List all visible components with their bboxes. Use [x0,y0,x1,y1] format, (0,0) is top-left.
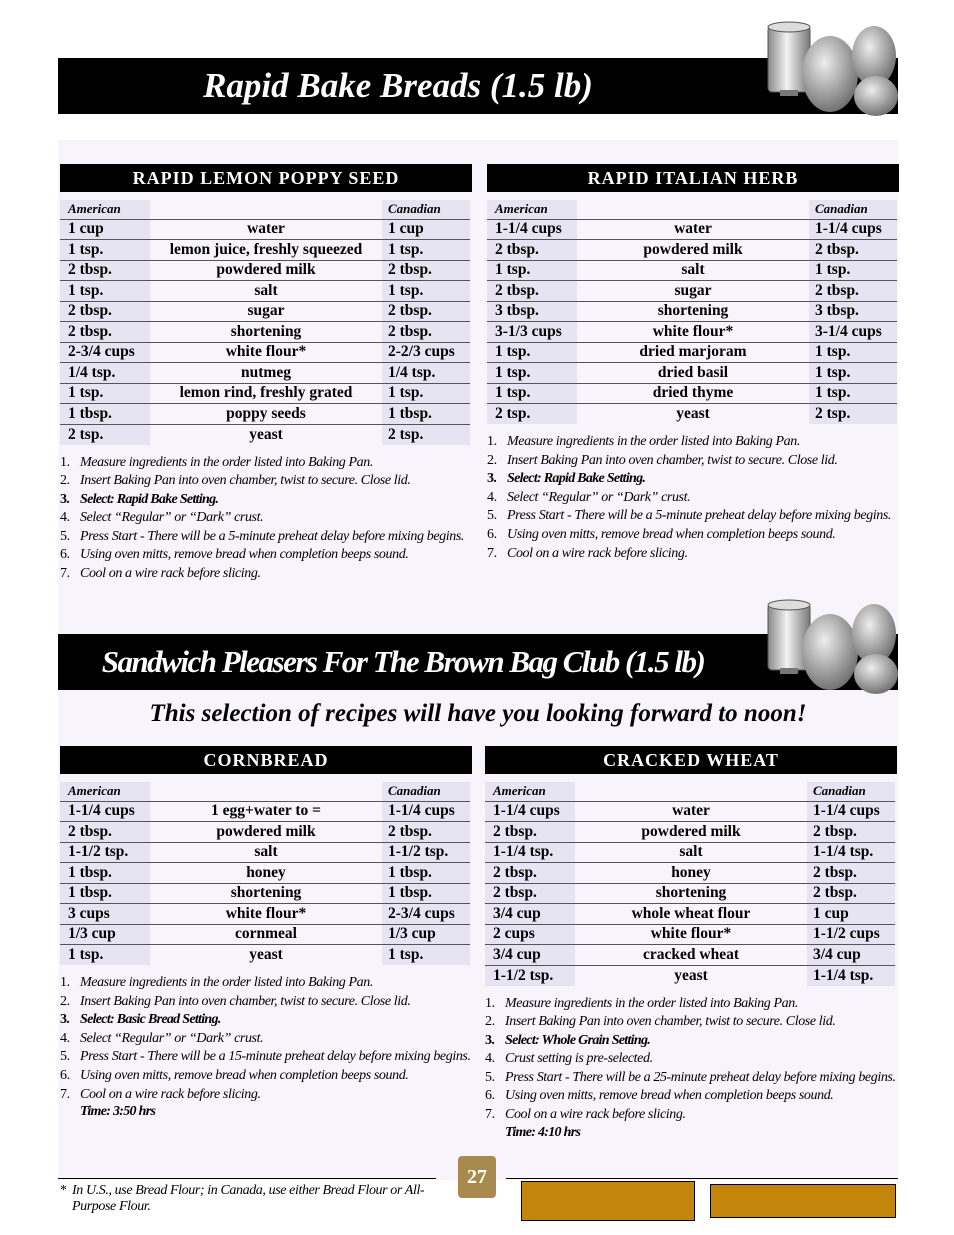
instruction-step [485,1050,897,1069]
step-text: Cool on a wire rack before slicing. [80,566,261,582]
instruction-step [487,433,899,452]
canadian-amount: 3 tbsp. [809,301,897,322]
bake-time: Time: 4:10 hrs [505,1124,581,1140]
ingredient-name: white flour* [577,322,809,343]
instruction-step [487,526,899,545]
american-amount: 2 tbsp. [60,301,150,322]
instruction-step [60,1067,472,1086]
instruction-step [60,993,472,1012]
step-text: Select “Regular” or “Dark” crust. [507,489,691,505]
table-row [60,240,470,261]
ingredient-name: shortening [150,322,382,343]
instruction-step [485,1013,897,1032]
american-amount: 2 tbsp. [485,822,575,843]
american-amount: 2 tbsp. [485,863,575,884]
column-header-canadian: Canadian [809,200,897,219]
table-row [487,219,897,240]
table-row [60,342,470,363]
step-number: 3. [485,1032,495,1048]
step-text: Measure ingredients in the order listed into Baking Pan. [505,995,798,1011]
footer-divider [506,1178,898,1179]
instruction-step [487,452,899,471]
american-amount: 2 tbsp. [487,281,577,302]
instruction-list [60,974,472,1104]
ingredient-name: powdered milk [150,260,382,281]
column-header-american: American [487,200,577,219]
canadian-amount: 2 tbsp. [382,822,470,843]
step-text: Using oven mitts, remove bread when completion beeps sound. [505,1088,834,1104]
american-amount: 1 cup [60,219,150,240]
step-text: Using oven mitts, remove bread when completion beeps sound. [80,547,409,563]
ingredient-name: water [150,219,382,240]
column-header-ingredient [150,200,382,219]
table-row [487,322,897,343]
instruction-step [487,545,899,564]
ingredient-name: water [577,219,809,240]
instruction-step [487,470,899,489]
step-number: 3. [60,1012,70,1028]
canadian-amount: 2 tbsp. [807,863,895,884]
table-header [487,200,897,219]
column-header-american: American [60,782,150,801]
step-number: 7. [487,545,497,561]
american-amount: 2-3/4 cups [60,342,150,363]
table-row [60,281,470,302]
table-row [60,363,470,384]
table-row [485,863,895,884]
ingredient-table [60,782,470,965]
step-text: Insert Baking Pan into oven chamber, twist to secure. Close lid. [507,452,838,468]
footnote-marker: * [60,1183,67,1198]
ingredient-name: dried thyme [577,383,809,404]
table-row [485,904,895,925]
ingredient-name: dried basil [577,363,809,384]
step-number: 7. [60,1086,70,1102]
step-number: 4. [60,510,70,526]
ingredient-name: poppy seeds [150,404,382,425]
recipe-title: CORNBREAD [60,746,472,774]
canadian-amount: 1-1/4 cups [809,219,897,240]
canadian-amount: 1-1/4 tsp. [807,965,895,986]
american-amount: 2 tbsp. [485,883,575,904]
step-number: 6. [60,1067,70,1083]
step-text: Insert Baking Pan into oven chamber, twist to secure. Close lid. [80,473,411,489]
canadian-amount: 3-1/4 cups [809,322,897,343]
canadian-amount: 1-1/2 tsp. [382,842,470,863]
step-text: Measure ingredients in the order listed into Baking Pan. [80,454,373,470]
canadian-amount: 2 tbsp. [809,281,897,302]
table-row [487,301,897,322]
step-number: 1. [485,995,495,1011]
step-number: 6. [487,526,497,542]
canadian-amount: 1/3 cup [382,924,470,945]
ingredient-name: lemon rind, freshly grated [150,383,382,404]
step-text: Measure ingredients in the order listed into Baking Pan. [80,975,373,990]
column-header-canadian: Canadian [807,782,895,801]
table-row [60,924,470,945]
ingredient-name: honey [575,863,807,884]
ingredient-name: white flour* [150,904,382,925]
instruction-step [60,491,472,510]
american-amount: 1 tsp. [487,383,577,404]
table-header [485,782,895,801]
step-number: 5. [485,1069,495,1085]
table-row [60,883,470,904]
ingredient-name: yeast [676,405,710,422]
step-number: 2. [60,993,70,1009]
step-number: 3. [487,471,497,487]
ingredient-name: yeast [674,966,708,984]
american-amount: 2 tbsp. [60,322,150,343]
instruction-step [485,1032,897,1051]
table-row [487,383,897,404]
step-text: Press Start - There will be a 5-minute preheat delay before mixing begins. [507,508,891,524]
table-row [487,281,897,302]
american-amount: 1/4 tsp. [60,363,150,384]
section-tagline: This selection of recipes will have you looking forward to noon! [149,700,807,727]
canadian-amount: 1 tbsp. [382,863,470,884]
step-text: Select “Regular” or “Dark” crust. [80,1030,264,1046]
page-number: 27 [458,1156,496,1198]
step-text: Insert Baking Pan into oven chamber, twist to secure. Close lid. [80,993,411,1009]
american-amount: 1 tsp. [487,260,577,281]
ingredient-name: sugar [150,301,382,322]
step-number: 2. [485,1014,495,1030]
american-amount: 1 tsp. [60,945,150,966]
step-text: Cool on a wire rack before slicing. [507,545,688,561]
table-row [485,822,895,843]
ingredient-name: nutmeg [150,363,382,384]
step-text: Press Start - There will be a 5-minute preheat delay before mixing begins. [80,528,464,544]
ingredient-name: cornmeal [150,924,382,945]
step-text: Select “Regular” or “Dark” crust. [80,510,264,526]
canadian-amount: 2 tbsp. [807,883,895,904]
ingredient-name: salt [150,281,382,302]
ingredient-name: honey [150,863,382,884]
american-amount: 1 tsp. [60,240,150,261]
column-header-ingredient [575,782,807,801]
instruction-step [60,1011,472,1030]
ingredient-name: shortening [577,301,809,322]
ingredient-name: shortening [150,883,382,904]
ingredient-name: salt [577,260,809,281]
american-amount: 1-1/4 cups [487,219,577,240]
recipe-cornbread [60,746,472,1120]
ingredient-name: whole wheat flour [575,904,807,925]
canadian-amount: 1 tsp. [809,342,897,363]
table-header [60,782,470,801]
ingredient-table [485,782,895,986]
footer-gold-box [521,1181,695,1221]
footnote [58,1178,436,1215]
step-text: Press Start - There will be a 15-minute preheat delay before mixing begins. [80,1049,471,1065]
section-title: Sandwich Pleasers For The Brown Bag Club (1.5 lb) [58,634,898,690]
ingredient-name: yeast [249,946,283,963]
canadian-amount: 2-3/4 cups [382,904,470,925]
ingredient-name: sugar [577,281,809,302]
canadian-amount: 2 tsp. [809,404,897,425]
instruction-step [487,489,899,508]
column-header-ingredient [577,200,809,219]
step-text: Cool on a wire rack before slicing. [80,1086,261,1102]
table-row [60,863,470,884]
canadian-amount: 3/4 cup [807,945,895,966]
step-number: 7. [60,566,70,582]
american-amount: 3-1/3 cups [487,322,577,343]
step-number: 5. [60,528,70,544]
table-row [60,219,470,240]
ingredient-name: 1 egg+water to = [150,801,382,822]
table-row [487,342,897,363]
recipe-title: RAPID ITALIAN HERB [487,164,899,192]
step-text: Cool on a wire rack before slicing. [505,1107,686,1123]
column-header-american: American [60,200,150,219]
instruction-step [60,565,472,584]
table-row [60,801,470,822]
american-amount: 1 tsp. [60,281,150,302]
ingredient-name: lemon juice, freshly squeezed [150,240,382,261]
canadian-amount: 2 tbsp. [382,301,470,322]
ingredient-name: powdered milk [575,822,807,843]
american-amount: 1-1/2 tsp. [485,965,575,986]
ingredient-name: white flour* [150,342,382,363]
step-text: Crust setting is pre-selected. [505,1051,653,1067]
american-amount: 1/3 cup [60,924,150,945]
american-amount: 2 tbsp. [60,260,150,281]
american-amount: 1-1/4 tsp. [485,842,575,863]
instruction-step [60,546,472,565]
instruction-step [485,995,897,1014]
table-row [485,945,895,966]
american-amount: 1 tsp. [487,342,577,363]
step-number: 4. [487,489,497,505]
instruction-list [487,433,899,563]
ingredient-name: water [575,801,807,822]
footnote-text: In U.S., use Bread Flour; in Canada, use either Bread Flour or All-Purpose Flour. [72,1183,425,1214]
step-number: 3. [60,491,70,507]
table-row [487,363,897,384]
step-text: Using oven mitts, remove bread when completion beeps sound. [80,1067,409,1083]
table-row [485,965,895,986]
bread-pan-icon [760,594,902,694]
column-header-canadian: Canadian [382,782,470,801]
american-amount: 1-1/4 cups [60,801,150,822]
american-amount: 2 tbsp. [60,822,150,843]
ingredient-table [487,200,897,424]
column-header-ingredient [150,782,382,801]
canadian-amount: 1/4 tsp. [382,363,470,384]
step-text: Using oven mitts, remove bread when completion beeps sound. [507,526,836,542]
instruction-step [60,974,472,993]
recipe-lemon-poppy-seed [60,164,472,584]
canadian-amount: 1 cup [807,904,895,925]
table-row [60,260,470,281]
step-number: 2. [487,452,497,468]
instruction-step [60,454,472,473]
step-number: 1. [60,975,70,990]
canadian-amount: 1 tsp. [382,240,470,261]
step-text: Press Start - There will be a 25-minute preheat delay before mixing begins. [505,1069,896,1085]
canadian-amount: 1 tsp. [382,945,470,966]
american-amount: 1 tsp. [487,363,577,384]
table-row [60,904,470,925]
american-amount: 1 tbsp. [60,883,150,904]
ingredient-name: salt [150,842,382,863]
canadian-amount: 1 tsp. [382,383,470,404]
step-text: Select: Basic Bread Setting. [80,1012,221,1028]
step-text: Insert Baking Pan into oven chamber, twist to secure. Close lid. [505,1014,836,1030]
table-row [60,842,470,863]
table-row [60,301,470,322]
ingredient-name: powdered milk [577,240,809,261]
canadian-amount: 2 tsp. [382,424,470,445]
canadian-amount: 1 tsp. [382,281,470,302]
recipe-italian-herb [487,164,899,563]
step-number: 4. [485,1051,495,1067]
footer-gold-box [710,1184,896,1218]
canadian-amount: 1-1/2 cups [807,924,895,945]
canadian-amount: 1-1/4 cups [807,801,895,822]
ingredient-name: dried marjoram [577,342,809,363]
american-amount: 1 tbsp. [60,404,150,425]
canadian-amount: 1 tsp. [809,260,897,281]
bake-time: Time: 3:50 hrs [80,1104,156,1120]
bread-pan-icon [760,16,902,116]
step-number: 6. [60,547,70,563]
american-amount: 3/4 cup [485,904,575,925]
table-row [60,322,470,343]
step-text: Measure ingredients in the order listed into Baking Pan. [507,434,800,449]
recipe-cracked-wheat [485,746,897,1141]
american-amount: 3/4 cup [485,945,575,966]
instruction-list [485,995,897,1125]
american-amount: 1 tbsp. [60,863,150,884]
canadian-amount: 2-2/3 cups [382,342,470,363]
ingredient-name: white flour* [575,924,807,945]
page-title: Rapid Bake Breads (1.5 lb) [58,58,898,114]
instruction-step [60,472,472,491]
step-number: 5. [487,508,497,524]
step-number: 2. [60,473,70,489]
ingredient-name: yeast [249,425,283,443]
american-amount: 3 tbsp. [487,301,577,322]
canadian-amount: 1 tbsp. [382,883,470,904]
column-header-canadian: Canadian [382,200,470,219]
american-amount: 1-1/4 cups [485,801,575,822]
canadian-amount: 1-1/4 cups [382,801,470,822]
ingredient-table [60,200,470,445]
step-number: 7. [485,1107,495,1123]
step-number: 1. [60,454,70,470]
step-text: Select: Rapid Bake Setting. [80,491,219,507]
table-row [487,240,897,261]
table-row [60,383,470,404]
recipe-title: CRACKED WHEAT [485,746,897,774]
canadian-amount: 1-1/4 tsp. [807,842,895,863]
table-row [487,260,897,281]
canadian-amount: 2 tbsp. [809,240,897,261]
instruction-step [485,1106,897,1125]
instruction-step [60,1048,472,1067]
table-row [60,424,470,445]
step-number: 4. [60,1030,70,1046]
canadian-amount: 2 tbsp. [382,260,470,281]
table-row [60,945,470,966]
canadian-amount: 1 tbsp. [382,404,470,425]
instruction-step [60,528,472,547]
step-number: 5. [60,1049,70,1065]
american-amount: 1-1/2 tsp. [60,842,150,863]
ingredient-name: shortening [575,883,807,904]
american-amount: 2 tsp. [487,404,577,425]
ingredient-name: salt [575,842,807,863]
ingredient-name: cracked wheat [575,945,807,966]
column-header-american: American [485,782,575,801]
canadian-amount: 1 cup [382,219,470,240]
table-row [485,883,895,904]
step-text: Select: Whole Grain Setting. [505,1032,651,1048]
instruction-step [485,1087,897,1106]
table-row [60,822,470,843]
instruction-step [487,507,899,526]
instruction-step [60,1086,472,1105]
table-row [485,842,895,863]
instruction-step [60,509,472,528]
american-amount: 2 tsp. [60,424,150,445]
table-row [485,924,895,945]
canadian-amount: 1 tsp. [809,383,897,404]
canadian-amount: 2 tbsp. [382,322,470,343]
american-amount: 1 tsp. [60,383,150,404]
recipe-title: RAPID LEMON POPPY SEED [60,164,472,192]
table-header [60,200,470,219]
instruction-step [485,1069,897,1088]
canadian-amount: 2 tbsp. [807,822,895,843]
instruction-list [60,454,472,584]
table-row [485,801,895,822]
american-amount: 2 tbsp. [487,240,577,261]
step-text: Select: Rapid Bake Setting. [507,471,646,487]
ingredient-name: powdered milk [150,822,382,843]
table-row [60,404,470,425]
step-number: 6. [485,1088,495,1104]
american-amount: 3 cups [60,904,150,925]
step-number: 1. [487,434,497,449]
table-row [487,404,897,425]
american-amount: 2 cups [485,924,575,945]
instruction-step [60,1030,472,1049]
canadian-amount: 1 tsp. [809,363,897,384]
